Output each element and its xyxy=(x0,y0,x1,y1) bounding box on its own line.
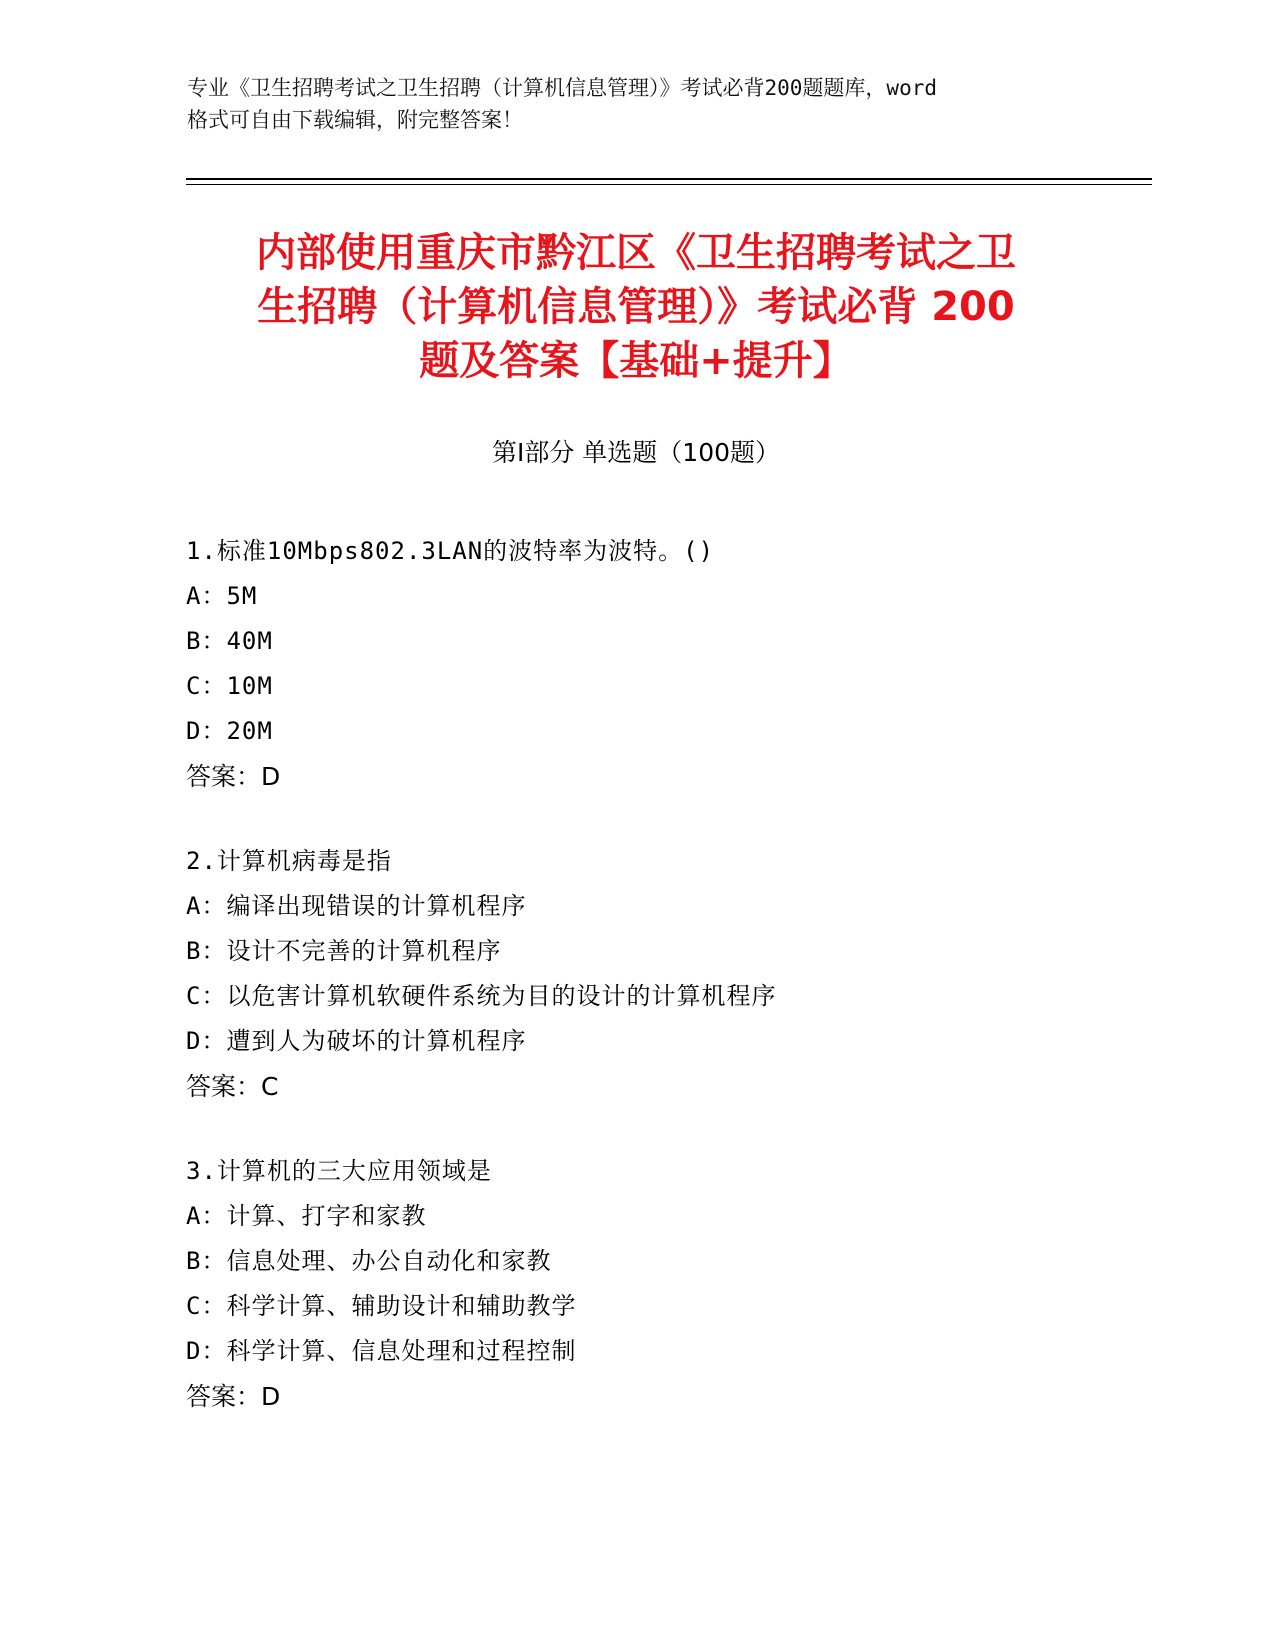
question-1 xyxy=(186,529,1106,799)
header-note xyxy=(187,72,1087,136)
answer-label: 答案：C xyxy=(186,1072,279,1101)
option-a: A：5M xyxy=(186,582,258,610)
option-b: B：信息处理、办公自动化和家教 xyxy=(186,1247,552,1275)
option-d: D：遭到人为破坏的计算机程序 xyxy=(186,1027,527,1055)
option-d: D：科学计算、信息处理和过程控制 xyxy=(186,1337,577,1365)
document-title-line-2: 生招聘（计算机信息管理）》考试必背 200 xyxy=(257,284,1015,330)
answer-label: 答案：D xyxy=(186,1382,281,1411)
answer-label: 答案：D xyxy=(186,762,281,791)
option-c: C：10M xyxy=(186,672,273,700)
question-stem: 2.计算机病毒是指 xyxy=(186,847,392,875)
section-heading: 第Ⅰ部分 单选题（100题） xyxy=(491,438,781,467)
question-3 xyxy=(186,1149,1106,1419)
question-list xyxy=(186,529,1106,1459)
question-stem: 1.标准10Mbps802.3LAN的波特率为波特。() xyxy=(186,537,715,565)
option-a: A：计算、打字和家教 xyxy=(186,1202,427,1230)
document-title-line-3: 题及答案【基础+提升】 xyxy=(419,338,853,384)
header-divider-thick xyxy=(186,178,1152,180)
question-2 xyxy=(186,839,1106,1109)
option-b: B：40M xyxy=(186,627,273,655)
header-divider-thin xyxy=(186,184,1152,185)
header-note-line-2: 格式可自由下载编辑，附完整答案！ xyxy=(187,108,523,132)
document-title-line-1: 内部使用重庆市黔江区《卫生招聘考试之卫 xyxy=(256,230,1016,276)
option-b: B：设计不完善的计算机程序 xyxy=(186,937,502,965)
option-c: C：科学计算、辅助设计和辅助教学 xyxy=(186,1292,577,1320)
option-c: C：以危害计算机软硬件系统为目的设计的计算机程序 xyxy=(186,982,777,1010)
option-a: A：编译出现错误的计算机程序 xyxy=(186,892,527,920)
option-d: D：20M xyxy=(186,717,273,745)
header-note-line-1: 专业《卫生招聘考试之卫生招聘（计算机信息管理）》考试必背200题题库，word xyxy=(187,76,937,100)
document-title xyxy=(186,226,1086,388)
question-stem: 3.计算机的三大应用领域是 xyxy=(186,1157,492,1185)
